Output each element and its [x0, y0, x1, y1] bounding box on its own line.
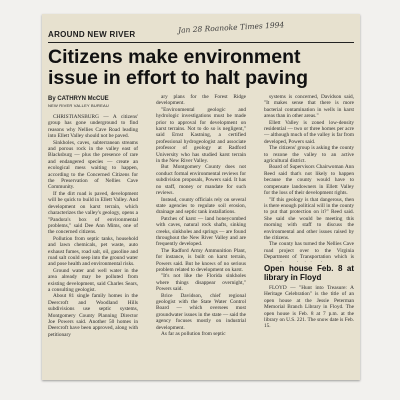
paragraph: The county has turned the Nellies Cave road project over to the Virginia Department of Transportation which is	[264, 241, 354, 261]
paragraph: CHRISTIANSBURG — A citizens' group has gone underground to find reasons why Nellies Cave Road leading into Ellett Valley should not be paved.	[48, 114, 138, 140]
paragraph: The Radford Army Ammunition Plant, for instance, is built on karst terrain, Powers said. But he knows of no serious problem related to development on karst.	[156, 247, 246, 273]
byline-name: By CATHRYN McCUE	[48, 96, 109, 102]
article-column-3	[264, 94, 354, 376]
article-column-1	[48, 114, 138, 380]
paragraph: About 81 single family homes in the Deercroft and Woodland Hills subdivisions use septic systems, Montgomery County Planning Director Joe Powers said. Another 50 homes in Deercroft have been approved, along with petitionary	[48, 293, 138, 338]
byline-bureau: NEW RIVER VALLEY BUREAU	[48, 103, 109, 108]
paragraph: Patches of karst — land honeycombed with caves, natural rock shafts, sinking creeks, sinkholes and springs — are found throughout the New River Valley and are frequently developed.	[156, 215, 246, 248]
section-label: AROUND NEW RIVER	[48, 30, 136, 39]
clipping-header	[48, 20, 354, 46]
paragraph: Sinkholes, caves, subterranean streams and porous rock in the valley east of Blacksburg — plus the presence of rare and endangered species — create an ecological mess waiting to happen, according to the Concerned Citizens for the Preservation of Nellies Cave Community.	[48, 139, 138, 191]
sidebar-story	[264, 285, 354, 375]
sidebar-headline: Open house Feb. 8 at library in Floyd	[264, 264, 354, 282]
paragraph: "Environmental geologic and hydrologic investigations must be made prior to approval for development on karst terrains. Not to do so is negligent," said Ernst Kastning, a certified professional hydrogeologist and associate professor of geology at Radford University who has studied karst terrain in the New River Valley.	[156, 106, 246, 165]
paragraph: Brice Davidson, chief regional geologist with the State Water Control Board — which oversees most groundwater issues in the state — said the agency focuses mostly on industrial development.	[156, 292, 246, 331]
paragraph: Ellett Valley is zoned low-density residential — two or three homes per acre — although much of the valley is far from developed, Powers said.	[264, 119, 354, 145]
paragraph: As far as pollution from septic	[161, 331, 226, 338]
article-column-2	[156, 94, 246, 376]
newspaper-clipping	[42, 14, 360, 380]
paragraph: Pollution from septic tanks, household and lawn chemicals, pet waste, auto exhaust fumes, road salt, oil, gasoline and road salt could seep into the ground water and pose health and environmental risks.	[48, 235, 138, 268]
article-column-3-body	[264, 94, 354, 262]
byline	[48, 96, 138, 108]
paragraph: Ground water and well water in the area already may be polluted from existing development, said Charles Sears, a consulting geologist.	[48, 267, 138, 293]
paragraph: The citizens' group is asking the county to rezone the valley to an active agricultural district.	[264, 145, 354, 165]
paragraph: systems is concerned, Davidson said, "It makes sense that there is more bacterial contamination in wells in karst areas than in other areas."	[264, 94, 354, 120]
handwritten-note: Jan 28 Roanoke Times 1994	[177, 20, 285, 35]
paragraph: But Montgomery County does not conduct formal environmental reviews for subdivision proposals, Powers said. It has no staff, money or mandate for such reviews.	[156, 164, 246, 197]
headline: Citizens make environment issue in effort to halt paving	[48, 46, 309, 89]
paragraph: Instead, county officials rely on several state agencies to regulate soil erosion, drainage and septic tank installations.	[156, 196, 246, 216]
paragraph: ary plans for the Forest Ridge development.	[156, 94, 246, 107]
paragraph: "If this geology is that dangerous, then is there enough political will in the county to put that protection on it?" Reed said. She said she would be meeting this morning with staff to discuss the environmental and other issues raised by the citizens.	[264, 196, 354, 241]
header-rule	[48, 42, 354, 43]
sidebar-paragraph: FLOYD — "Hunt into Treasure: A Heritage Celebration" is the title of an open house at the Jessie Peterman Memorial Branch Library in Floyd. The open house is Feb. 8 at 7 p.m. at the library on U.S. 221. The snow date is Feb. 15.	[264, 285, 354, 330]
paragraph: "It's not like the Florida sinkholes where things disappear overnight," Powers said.	[156, 273, 246, 293]
paragraph: Board of Supervisors Chairwoman Ann Reed said that's not likely to happen because the county would have to compensate landowners in Ellett Valley for the loss of their development rights.	[264, 164, 354, 197]
paragraph: If the dirt road is paved, development will be quick to build in Ellett Valley. And development on karst terrain, which characterizes the valley's geology, opens a "Pandora's box of environmental problems," said Dee Ann Mims, one of the concerned citizens.	[48, 190, 138, 236]
